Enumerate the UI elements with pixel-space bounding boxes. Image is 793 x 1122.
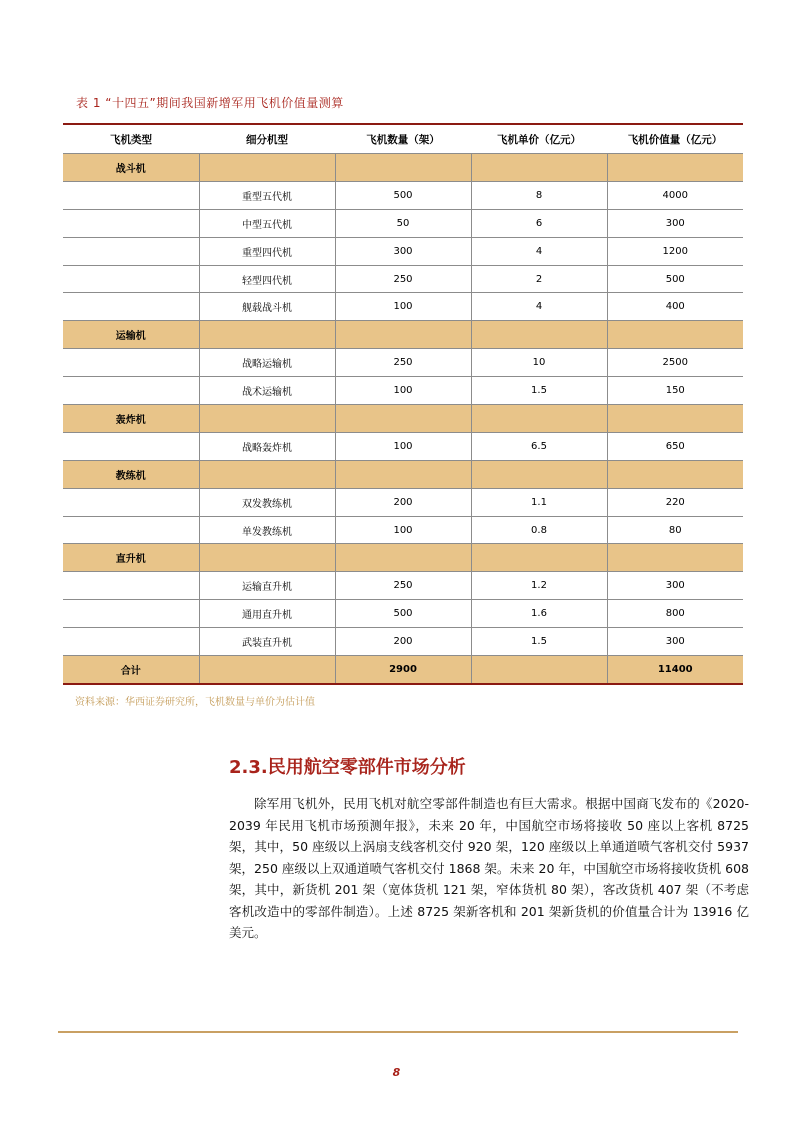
model-cell: 双发教练机 bbox=[199, 488, 335, 516]
category-row bbox=[63, 405, 743, 433]
table-row bbox=[63, 488, 743, 516]
value-cell: 4000 bbox=[607, 181, 743, 209]
category-name: 战斗机 bbox=[63, 154, 199, 182]
value-cell: 80 bbox=[607, 516, 743, 544]
category-row bbox=[63, 154, 743, 182]
model-cell: 运输直升机 bbox=[199, 572, 335, 600]
value-cell: 2500 bbox=[607, 349, 743, 377]
count-cell: 200 bbox=[335, 628, 471, 656]
total-count: 2900 bbox=[335, 656, 471, 684]
value-cell: 500 bbox=[607, 265, 743, 293]
count-cell: 50 bbox=[335, 209, 471, 237]
total-label: 合计 bbox=[63, 656, 199, 684]
count-cell: 250 bbox=[335, 265, 471, 293]
count-cell: 100 bbox=[335, 293, 471, 321]
table-row bbox=[63, 237, 743, 265]
header-value: 飞机价值量（亿元） bbox=[607, 124, 743, 154]
header-aircraft-type: 飞机类型 bbox=[63, 124, 199, 154]
value-cell: 220 bbox=[607, 488, 743, 516]
table-row bbox=[63, 349, 743, 377]
model-cell: 重型五代机 bbox=[199, 181, 335, 209]
value-cell: 300 bbox=[607, 209, 743, 237]
model-cell: 轻型四代机 bbox=[199, 265, 335, 293]
model-cell: 中型五代机 bbox=[199, 209, 335, 237]
category-name: 教练机 bbox=[63, 460, 199, 488]
count-cell: 100 bbox=[335, 516, 471, 544]
price-cell: 1.5 bbox=[471, 377, 607, 405]
price-cell: 1.1 bbox=[471, 488, 607, 516]
value-cell: 400 bbox=[607, 293, 743, 321]
category-row bbox=[63, 460, 743, 488]
table-row bbox=[63, 600, 743, 628]
total-row bbox=[63, 656, 743, 684]
table-row bbox=[63, 181, 743, 209]
table-row bbox=[63, 432, 743, 460]
category-name: 轰炸机 bbox=[63, 405, 199, 433]
model-cell: 舰载战斗机 bbox=[199, 293, 335, 321]
header-model: 细分机型 bbox=[199, 124, 335, 154]
page-number: 8 bbox=[392, 1066, 401, 1079]
table-row bbox=[63, 572, 743, 600]
footer-divider bbox=[58, 1031, 738, 1033]
model-cell: 武装直升机 bbox=[199, 628, 335, 656]
count-cell: 500 bbox=[335, 600, 471, 628]
price-cell: 8 bbox=[471, 181, 607, 209]
table-row bbox=[63, 265, 743, 293]
price-cell: 1.6 bbox=[471, 600, 607, 628]
model-cell: 战略轰炸机 bbox=[199, 432, 335, 460]
value-cell: 1200 bbox=[607, 237, 743, 265]
price-cell: 10 bbox=[471, 349, 607, 377]
value-cell: 300 bbox=[607, 572, 743, 600]
model-cell: 通用直升机 bbox=[199, 600, 335, 628]
price-cell: 2 bbox=[471, 265, 607, 293]
model-cell: 重型四代机 bbox=[199, 237, 335, 265]
value-cell: 150 bbox=[607, 377, 743, 405]
price-cell: 6.5 bbox=[471, 432, 607, 460]
category-name: 运输机 bbox=[63, 321, 199, 349]
header-unit-price: 飞机单价（亿元） bbox=[471, 124, 607, 154]
price-cell: 6 bbox=[471, 209, 607, 237]
model-cell: 单发教练机 bbox=[199, 516, 335, 544]
category-name: 直升机 bbox=[63, 544, 199, 572]
count-cell: 250 bbox=[335, 349, 471, 377]
count-cell: 100 bbox=[335, 377, 471, 405]
header-count: 飞机数量（架） bbox=[335, 124, 471, 154]
price-cell: 1.5 bbox=[471, 628, 607, 656]
body-paragraph: 除军用飞机外，民用飞机对航空零部件制造也有巨大需求。根据中国商飞发布的《2020-2039 年民用飞机市场预测年报》，未来 20 年，中国航空市场将接收 50 座以上客机 8725 架，其中，50 座级以上涡扇支线客机交付 920 架，120 座级以上单通道喷气客机交付 5937 架，250 座级以上双通道喷气客机交付 1868 架。未来 20 年，中国航空市场将接收货机 608 架，其中，新货机 201 架（宽体货机 121 架，窄体货机 80 架），客改货机 407 架（不考虑客机改造中的零部件制造）。上述 8725 架新客机和 201 架新货机的价值量合计为 13916 亿美元。 bbox=[229, 796, 749, 940]
count-cell: 300 bbox=[335, 237, 471, 265]
total-value: 11400 bbox=[607, 656, 743, 684]
count-cell: 200 bbox=[335, 488, 471, 516]
category-row bbox=[63, 544, 743, 572]
price-cell: 0.8 bbox=[471, 516, 607, 544]
value-cell: 800 bbox=[607, 600, 743, 628]
model-cell: 战术运输机 bbox=[199, 377, 335, 405]
count-cell: 250 bbox=[335, 572, 471, 600]
table-row bbox=[63, 293, 743, 321]
count-cell: 500 bbox=[335, 181, 471, 209]
table-caption: 表 1 “十四五”期间我国新增军用飞机价值量测算 bbox=[76, 96, 344, 110]
price-cell: 4 bbox=[471, 237, 607, 265]
price-cell: 1.2 bbox=[471, 572, 607, 600]
count-cell: 100 bbox=[335, 432, 471, 460]
model-cell: 战略运输机 bbox=[199, 349, 335, 377]
section-title: 2.3.民用航空零部件市场分析 bbox=[229, 757, 466, 778]
table-row bbox=[63, 209, 743, 237]
table-row bbox=[63, 516, 743, 544]
category-row bbox=[63, 321, 743, 349]
aircraft-value-table bbox=[63, 123, 743, 685]
value-cell: 300 bbox=[607, 628, 743, 656]
table-row bbox=[63, 377, 743, 405]
table-row bbox=[63, 628, 743, 656]
table-header-row bbox=[63, 124, 743, 154]
price-cell: 4 bbox=[471, 293, 607, 321]
value-cell: 650 bbox=[607, 432, 743, 460]
table-source-note: 资料来源：华西证券研究所，飞机数量与单价为估计值 bbox=[75, 697, 315, 708]
